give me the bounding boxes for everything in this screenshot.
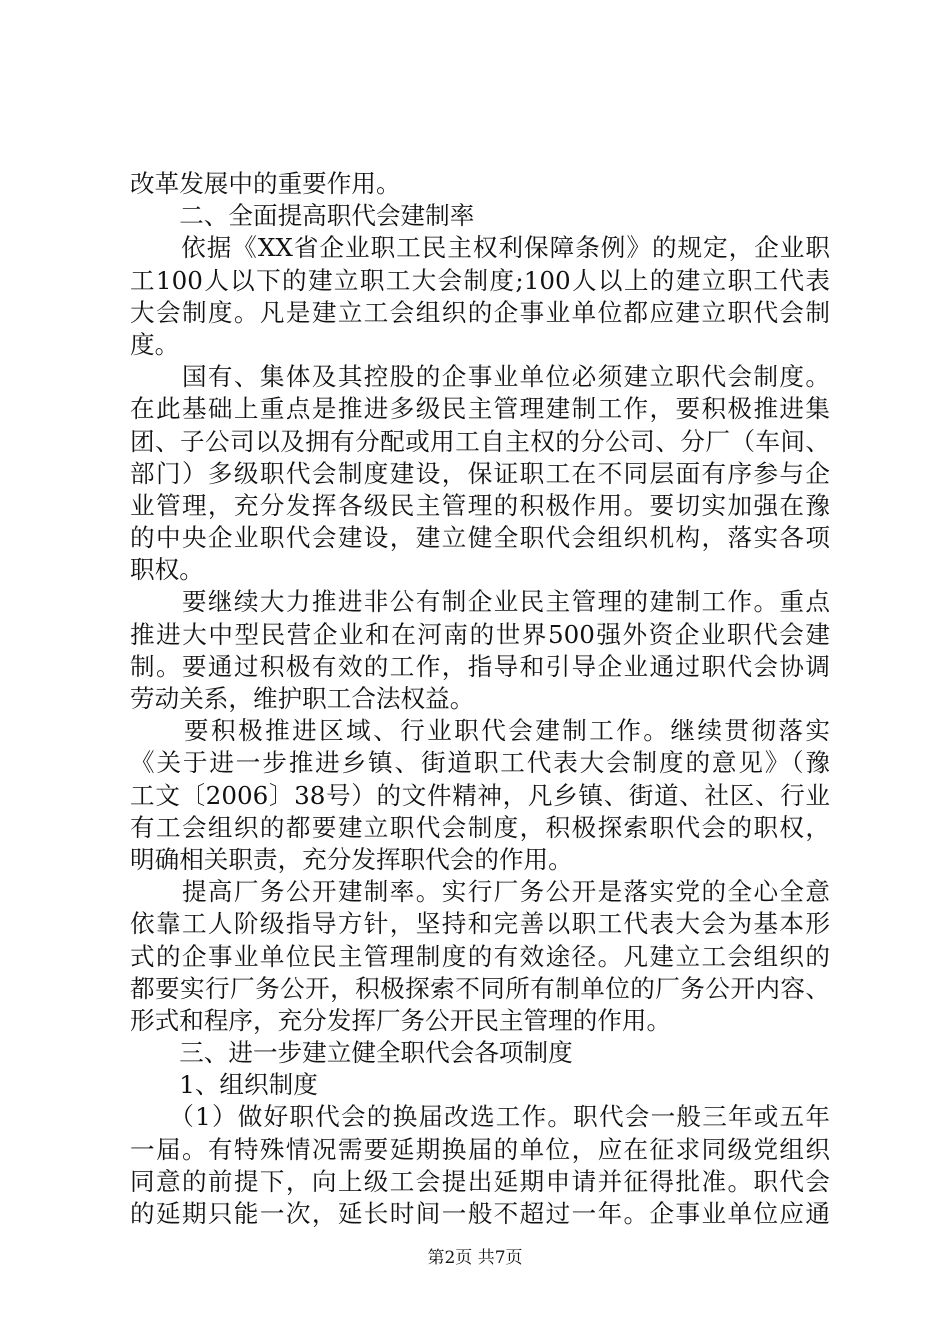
text-line: 职权。 bbox=[130, 555, 204, 585]
text-line: 国有、集体及其控股的企事业单位必须建立职代会制度。 bbox=[130, 362, 830, 392]
text-line: 大会制度。凡是建立工会组织的企事业单位都应建立职代会制 bbox=[130, 297, 830, 327]
text-line: 业管理，充分发挥各级民主管理的积极作用。要切实加强在豫 bbox=[130, 490, 830, 520]
text-line: 依靠工人阶级指导方针，坚持和完善以职工代表大会为基本形 bbox=[130, 909, 830, 939]
document-body bbox=[130, 168, 830, 1230]
text-line: 提高厂务公开建制率。实行厂务公开是落实党的全心全意 bbox=[130, 877, 830, 907]
subsection-heading: 1、组织制度 bbox=[130, 1070, 318, 1100]
text-line: 制。要通过积极有效的工作，指导和引导企业通过职代会协调 bbox=[130, 651, 830, 681]
text-line: 式的企事业单位民主管理制度的有效途径。凡建立工会组织的 bbox=[130, 941, 830, 971]
text-line: 明确相关职责，充分发挥职代会的作用。 bbox=[130, 844, 573, 874]
text-line: 工文〔2006〕38号）的文件精神，凡乡镇、街道、社区、行业 bbox=[130, 780, 830, 810]
section-heading: 二、全面提高职代会建制率 bbox=[130, 201, 475, 231]
text-line: 改革发展中的重要作用。 bbox=[130, 169, 401, 198]
text-line: 有工会组织的都要建立职代会制度，积极探索职代会的职权， bbox=[130, 812, 830, 842]
text-line: 度。 bbox=[130, 329, 180, 359]
text-line: 要积极推进区域、行业职代会建制工作。继续贯彻落实 bbox=[130, 716, 830, 746]
text-line: （1）做好职代会的换届改选工作。职代会一般三年或五年 bbox=[130, 1102, 830, 1132]
text-line: 劳动关系，维护职工合法权益。 bbox=[130, 684, 475, 713]
text-line: 《关于进一步推进乡镇、街道职工代表大会制度的意见》（豫 bbox=[130, 748, 830, 778]
text-line: 同意的前提下，向上级工会提出延期申请并征得批准。职代会 bbox=[130, 1166, 830, 1196]
page-number-footer: 第2页 共7页 bbox=[427, 1248, 523, 1268]
text-line: 工100人以下的建立职工大会制度;100人以上的建立职工代表 bbox=[130, 265, 830, 295]
text-line: 依据《XX省企业职工民主权利保障条例》的规定，企业职 bbox=[130, 233, 830, 263]
text-line: 团、子公司以及拥有分配或用工自主权的分公司、分厂（车间、 bbox=[130, 426, 830, 456]
section-heading: 三、进一步建立健全职代会各项制度 bbox=[130, 1038, 573, 1068]
text-line: 的延期只能一次，延长时间一般不超过一年。企事业单位应通 bbox=[130, 1199, 830, 1228]
text-line: 形式和程序，充分发挥厂务公开民主管理的作用。 bbox=[130, 1005, 672, 1035]
text-line: 的中央企业职代会建设，建立健全职代会组织机构，落实各项 bbox=[130, 523, 830, 553]
text-line: 在此基础上重点是推进多级民主管理建制工作，要积极推进集 bbox=[130, 394, 830, 424]
text-line: 一届。有特殊情况需要延期换届的单位，应在征求同级党组织 bbox=[130, 1134, 830, 1164]
text-line: 部门）多级职代会制度建设，保证职工在不同层面有序参与企 bbox=[130, 458, 830, 488]
text-line: 要继续大力推进非公有制企业民主管理的建制工作。重点 bbox=[130, 587, 830, 617]
text-line: 推进大中型民营企业和在河南的世界500强外资企业职代会建 bbox=[130, 619, 830, 649]
text-line: 都要实行厂务公开，积极探索不同所有制单位的厂务公开内容、 bbox=[130, 973, 830, 1003]
